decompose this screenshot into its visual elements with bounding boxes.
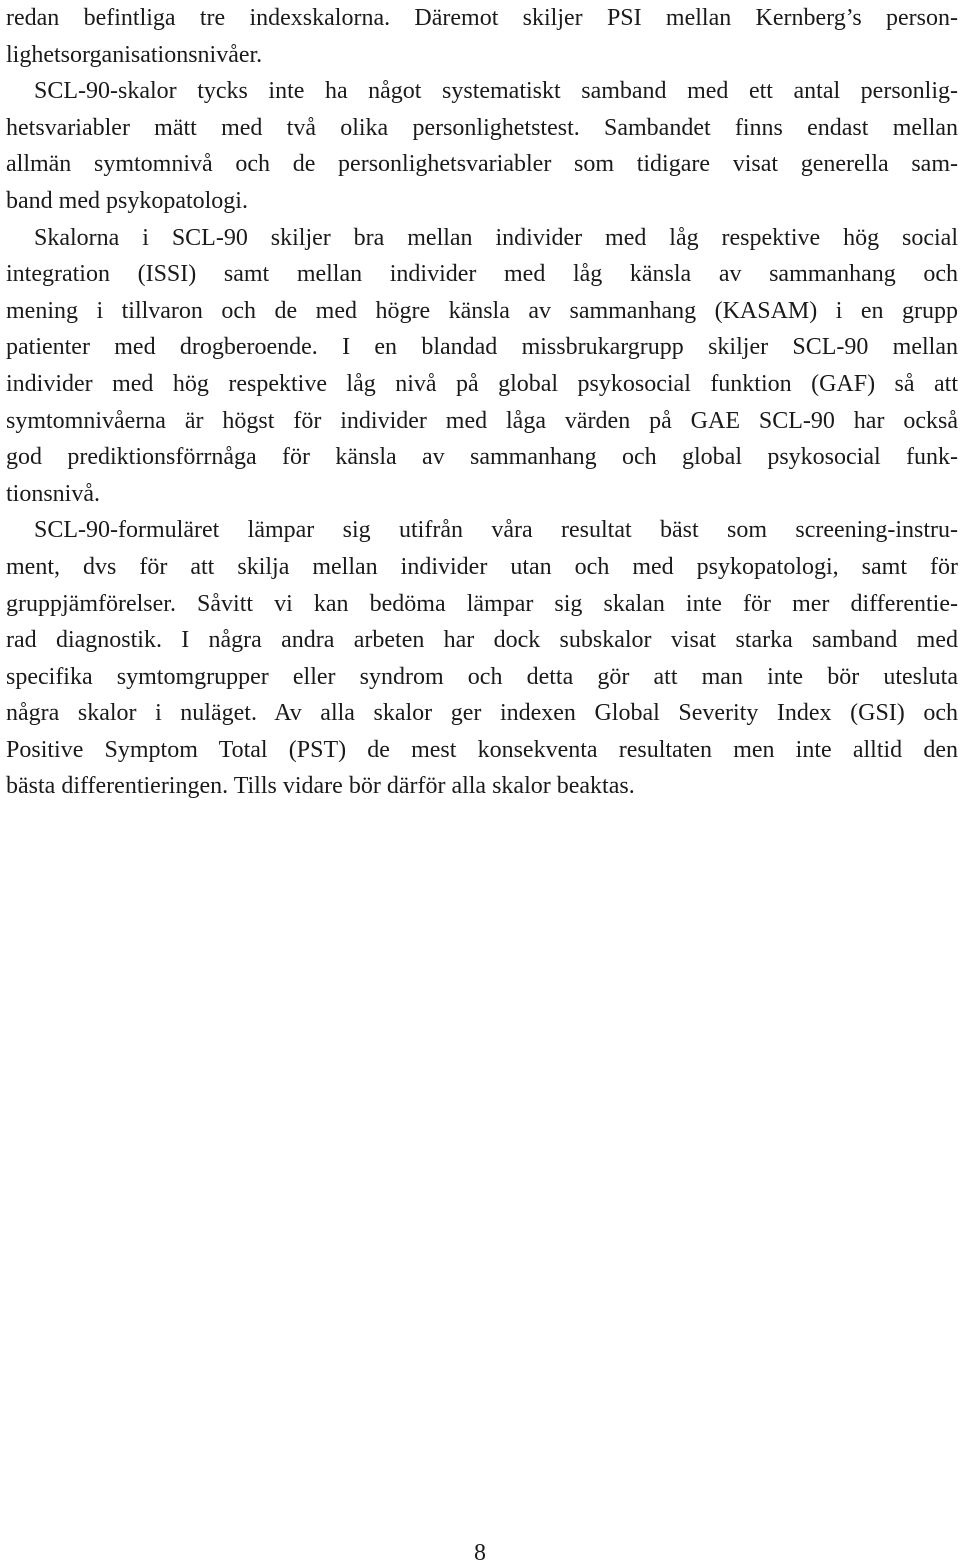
paragraph-start-line: Skalorna i SCL-90 skiljer bra mellan individer med låg respektive hög social bbox=[34, 224, 958, 251]
text-line: allmän symtomnivå och de personlighetsvariabler som tidigare visat generella sam- bbox=[6, 151, 958, 178]
text-line: rad diagnostik. I några andra arbeten har dock subskalor visat starka samband med bbox=[6, 627, 958, 654]
text-line: band med psykopatologi. bbox=[6, 187, 248, 214]
text-line: bästa differentieringen. Tills vidare bör därför alla skalor beaktas. bbox=[6, 773, 635, 800]
text-line: god prediktionsförrnåga för känsla av sammanhang och global psykosocial funk- bbox=[6, 444, 958, 471]
text-line: lighetsorganisationsnivåer. bbox=[6, 41, 263, 68]
text-line: ment, dvs för att skilja mellan individer utan och med psykopatologi, samt för bbox=[6, 553, 958, 580]
text-line: tionsnivå. bbox=[6, 480, 100, 507]
text-line: mening i tillvaron och de med högre känsla av sammanhang (KASAM) i en grupp bbox=[6, 297, 958, 324]
text-line: några skalor i nuläget. Av alla skalor ger indexen Global Severity Index (GSI) och bbox=[6, 700, 958, 727]
text-line: hetsvariabler mätt med två olika personlighetstest. Sambandet finns endast mellan bbox=[6, 114, 958, 141]
text-line: specifika symtomgrupper eller syndrom och detta gör att man inte bör utesluta bbox=[6, 663, 958, 690]
body-text bbox=[6, 0, 958, 805]
text-line: individer med hög respektive låg nivå på global psykosocial funktion (GAF) så att bbox=[6, 370, 958, 397]
text-line: redan befintliga tre indexskalorna. Däremot skiljer PSI mellan Kernberg’s person- bbox=[6, 5, 958, 31]
text-line: gruppjämförelser. Såvitt vi kan bedöma lämpar sig skalan inte för mer differentie- bbox=[6, 590, 958, 617]
paragraph-start-line: SCL-90-formuläret lämpar sig utifrån våra resultat bäst som screening-instru- bbox=[34, 517, 958, 544]
document-page bbox=[6, 0, 958, 1565]
page-number: 8 bbox=[474, 1540, 486, 1566]
text-line: patienter med drogberoende. I en blandad missbrukargrupp skiljer SCL-90 mellan bbox=[6, 334, 958, 361]
text-line: Positive Symptom Total (PST) de mest konsekventa resultaten men inte alltid den bbox=[6, 736, 958, 763]
text-line: integration (ISSI) samt mellan individer med låg känsla av sammanhang och bbox=[6, 261, 958, 288]
paragraph-start-line: SCL-90-skalor tycks inte ha något systematiskt samband med ett antal personlig- bbox=[34, 78, 958, 105]
text-line: symtomnivåerna är högst för individer med låga värden på GAE SCL-90 har också bbox=[6, 407, 958, 434]
